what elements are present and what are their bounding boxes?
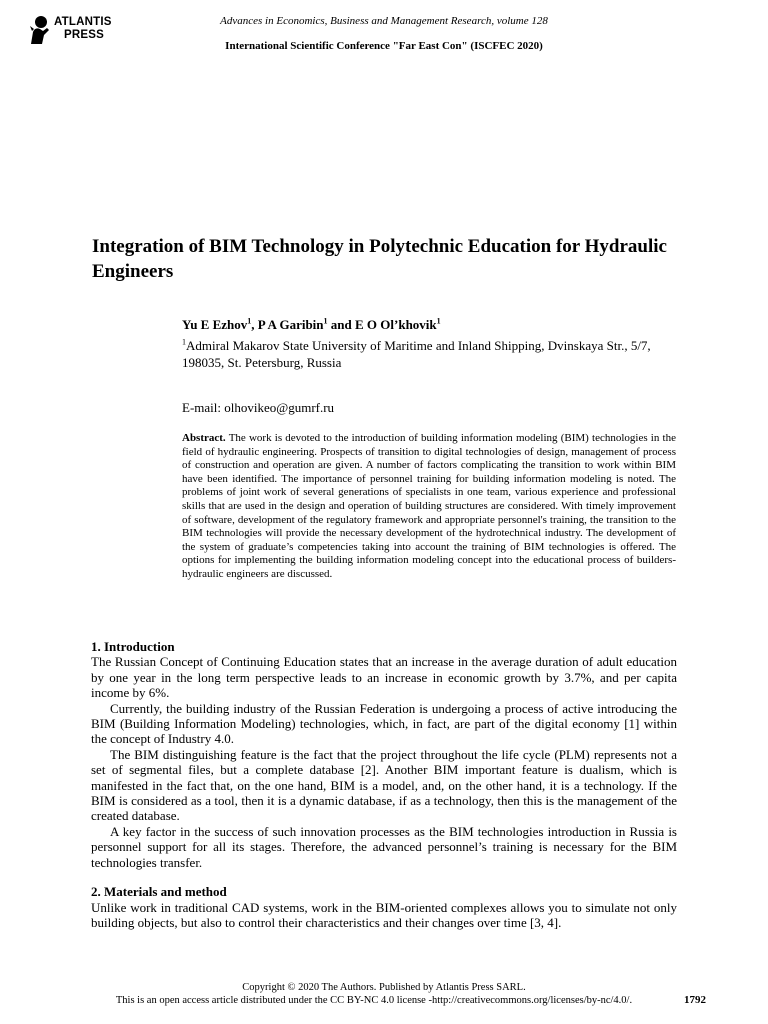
logo-line-1: ATLANTIS <box>54 16 112 28</box>
paragraph: The Russian Concept of Continuing Education states that an increase in the average duration of adult education by one year in the long term perspective leads to an increase in economic growth by 3.7%, and per capita income by 6%. <box>91 654 677 701</box>
logo-line-2: PRESS <box>64 29 104 41</box>
paragraph: Currently, the building industry of the Russian Federation is undergoing a process of active introducing the BIM (Building Information Modeling) technologies, which, in fact, are part of the digital economy [1] within the concept of Industry 4.0. <box>91 700 677 747</box>
paragraph: Unlike work in traditional CAD systems, work in the BIM-oriented complexes allows you to simulate not only building objects, but also to control their characteristics and their changes over time [3, 4]. <box>91 899 677 930</box>
author-affiliation-mark: 1 <box>247 316 252 326</box>
author-name: P A Garibin <box>257 317 324 332</box>
author-affiliation-mark: 1 <box>323 316 328 326</box>
author-separator: and <box>327 317 355 332</box>
abstract-text: The work is devoted to the introduction of building information modeling (BIM) technologies in the field of hydraulic engineering. Prospects of transition to digital technologies of design, management of process of construction and operation are given. A number of factors complicating the transition to work within BIM have been identified. The importance of personnel training for building information modeling is noted. The problems of joint work of several generations of specialists in one team, various experience and professional skills that are used in the design and operation of building structures are considered. With timely improvement of software, development of the regulatory framework and appropriate personnel's training, the transition to the BIM technologies will provide the necessary development of the hydrotechnical industry. The development of the system of graduate’s competencies taking into account the training of BIM technologies is offered. The options for implementing the building information modeling concept into the educational process of builders-hydraulic engineers are discussed. <box>182 432 676 580</box>
license-line: This is an open access article distributed under the CC BY-NC 4.0 license -http://creativecommons.org/licenses/by-nc/4.0/. <box>115 995 633 1006</box>
paragraph: The BIM distinguishing feature is the fact that the project throughout the life cycle (PLM) represents not a set of segmental files, but a complete database [2]. Another BIM important feature is dualism, which is manifested in the fact that, on the one hand, BIM is a model, and, on the other hand, it is a technology. If the BIM is considered as a tool, then it is a dynamic database, if as a technology, then this is the management of the created database. <box>91 746 677 824</box>
affiliation-text: Admiral Makarov State University of Maritime and Inland Shipping, Dvinskaya Str., 5/7, 198035, St. Petersburg, Russia <box>182 338 651 370</box>
abstract <box>182 432 676 582</box>
conference-header: International Scientific Conference "Far East Con" (ISCFEC 2020) <box>225 40 543 52</box>
author-name: E O Ol’khovik <box>355 317 437 332</box>
body-text <box>91 639 677 930</box>
section-heading-introduction: 1. Introduction <box>91 639 175 654</box>
author-separator: , <box>251 317 258 332</box>
author-affiliation-mark: 1 <box>436 316 441 326</box>
section-heading-materials-method: 2. Materials and method <box>91 884 227 900</box>
paper-title: Integration of BIM Technology in Polytechnic Education for Hydraulic Engineers <box>92 236 667 282</box>
series-header <box>0 15 768 27</box>
author-list <box>182 317 441 333</box>
affiliation-mark: 1 <box>182 337 186 347</box>
copyright-line: Copyright © 2020 The Authors. Published by Atlantis Press SARL. <box>242 982 526 993</box>
author-name: Yu E Ezhov <box>182 317 248 332</box>
page-number: 1792 <box>684 994 706 1006</box>
affiliation <box>182 337 682 371</box>
paragraph: A key factor in the success of such innovation processes as the BIM technologies introduction in Russia is personnel support for all its stages. Therefore, the advanced personnel’s training is necessary for the BIM technologies transfer. <box>91 823 677 870</box>
contact-email: E-mail: olhovikeo@gumrf.ru <box>182 400 335 415</box>
abstract-label: Abstract. <box>182 432 226 444</box>
page-footer <box>0 981 768 1007</box>
series-text: Advances in Economics, Business and Management Research, volume 128 <box>220 15 548 27</box>
